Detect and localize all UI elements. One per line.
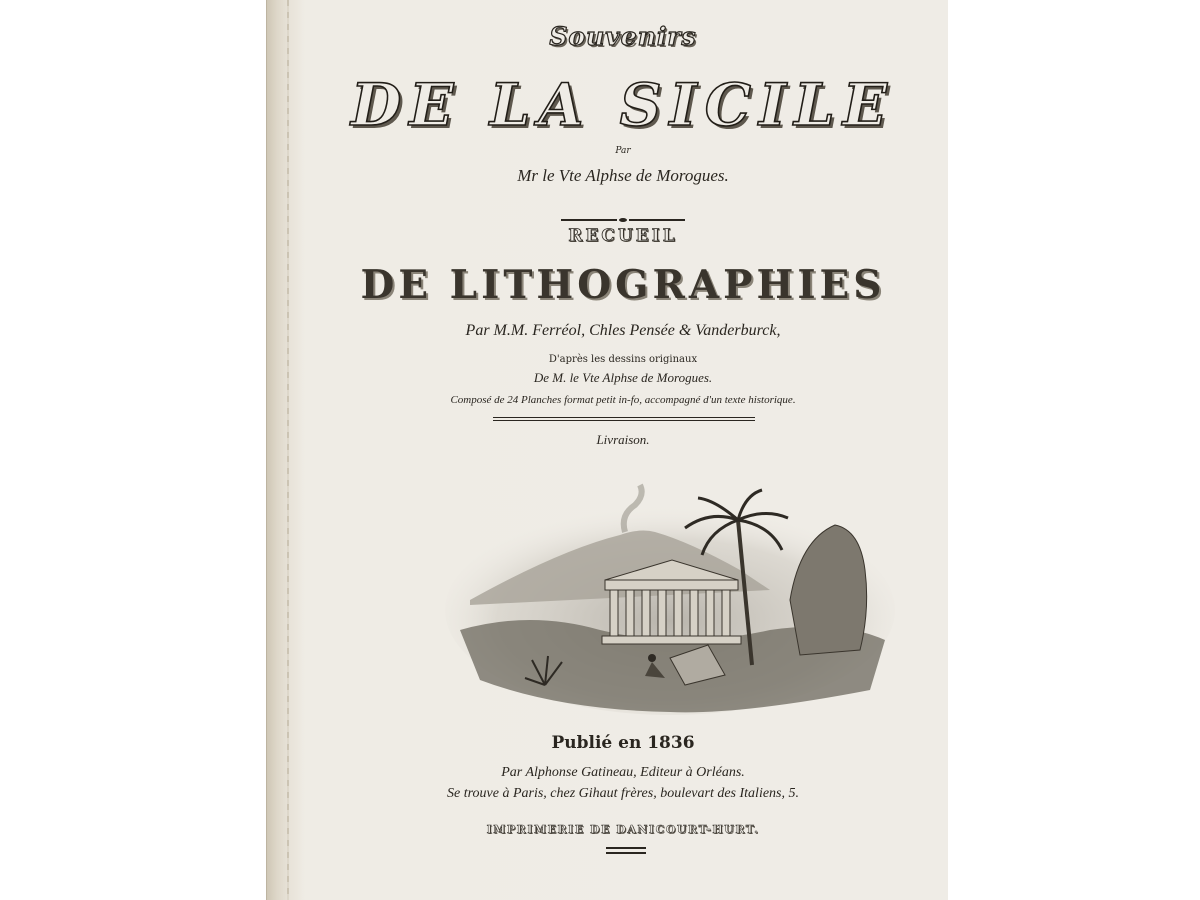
author-line: Mr le Vte Alphse de Morogues. [517,166,729,185]
artists-line: Par M.M. Ferréol, Chles Pensée & Vanderburck, [465,322,781,339]
publisher-line: Par Alphonse Gatineau, Editeur à Orléans. [501,765,745,780]
recueil-heading: RECUEIL [568,226,678,246]
original-drawings-author: De M. le Vte Alphse de Morogues. [533,370,713,385]
bookseller-line: Se trouve à Paris, chez Gihaut frères, boulevart des Italiens, 5. [446,786,800,801]
composition-line: Composé de 24 Planches format petit in-fo, accompagné d'un texte historique. [450,394,796,406]
lithographies-heading: DE LITHOGRAPHIES [360,262,886,308]
publication-year: Publié en 1836 [551,733,695,753]
par-label: Par [615,146,631,156]
title-page [300,0,946,900]
bottom-ornament [606,847,646,857]
title-souvenirs: Souvenirs [549,22,697,51]
temple-vignette-illustration [440,480,900,720]
double-rule [493,417,755,421]
dapres-line: D'après les dessins originaux [548,354,698,365]
title-de-la-sicile: DE LA SICILE [351,71,895,139]
book-gutter [266,0,303,900]
printer-line: IMPRIMERIE DE DANICOURT-HURT. [486,823,760,836]
livraison-label: Livraison. [596,432,650,447]
